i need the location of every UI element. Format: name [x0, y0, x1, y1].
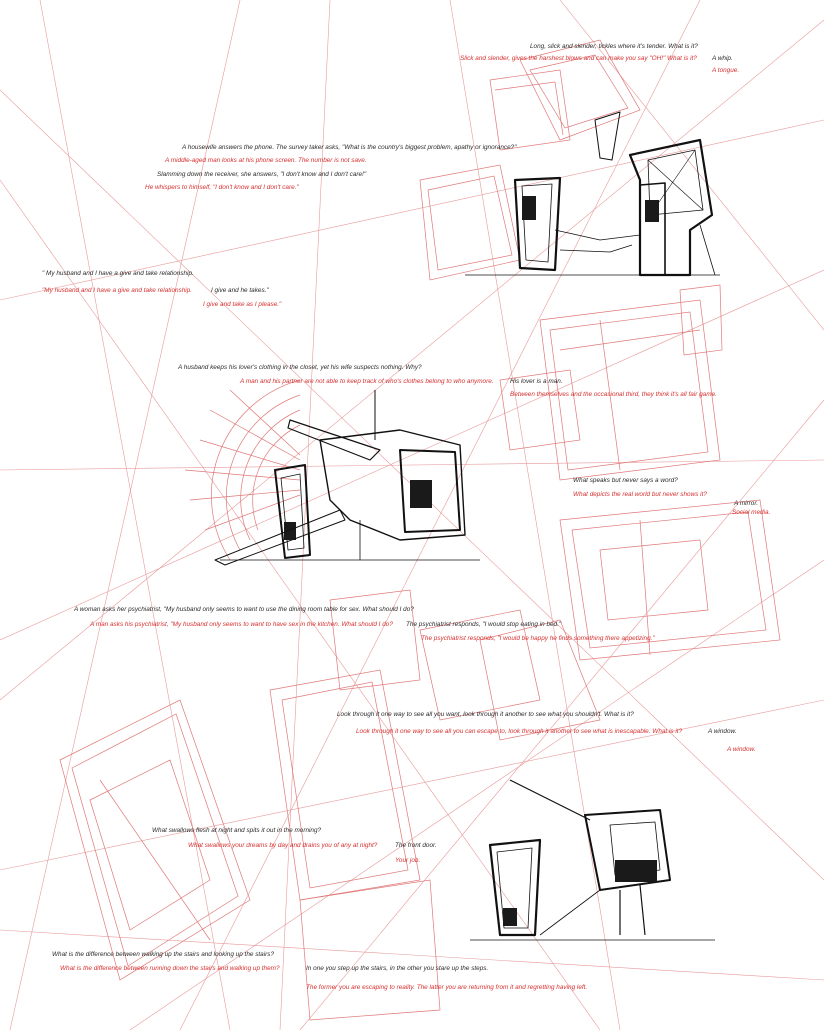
- riddle-modern-answer: I give and take as I please.": [203, 301, 282, 308]
- riddle-original-question: What speaks but never says a word?: [573, 477, 678, 484]
- riddle-original-answer: In one you step up the stairs, in the other you stare up the steps.: [306, 965, 489, 972]
- riddle-modern-question: What is the difference between running down the stairs and walking up them?: [60, 965, 280, 972]
- riddle-original-answer: The front door.: [395, 842, 437, 849]
- riddle-original-question: A woman asks her psychiatrist, "My husband only seems to want to use the dining room table for sex. What should I do?: [74, 606, 414, 613]
- riddle-original-answer: A whip.: [712, 55, 733, 62]
- building-section-2: [215, 390, 480, 565]
- riddle-original-answer: The psychiatrist responds, "I would stop eating in bed.": [406, 621, 562, 628]
- plan-fragment-right-lower: [420, 500, 780, 740]
- riddle-original-answer: A window.: [708, 728, 737, 735]
- riddle-modern-answer: A window.: [727, 746, 756, 753]
- riddle-modern-question: Slick and slender, gives the harshest blows and can make you say "OH!" What is it?: [460, 55, 697, 62]
- riddle-modern-answer: Social media.: [732, 509, 771, 516]
- riddle-original-answer: A mirror.: [734, 500, 759, 507]
- riddle-modern-answer: Your job.: [395, 857, 421, 864]
- riddle-modern-question: What swallows your dreams by day and drains you of any at night?: [188, 842, 378, 849]
- riddle-original-question: What is the difference between walking up the stairs and looking up the stairs?: [52, 951, 275, 958]
- building-section-3: [470, 780, 715, 940]
- riddle-modern-question: A man asks his psychiatrist, "My husband only seems to want to have sex in the kitchen. What should I do?: [90, 621, 393, 628]
- riddle-modern-answer: He whispers to himself, "I don't know and I don't care.": [145, 184, 299, 191]
- riddle-modern-question: What depicts the real world but never shows it?: [573, 491, 707, 498]
- riddle-modern-answer: A tongue.: [712, 67, 740, 74]
- riddle-modern-question: "My husband and I have a give and take relationship.: [42, 287, 193, 294]
- riddle-modern-question: A man and his partner are not able to keep track of who's clothes belong to who anymore.: [240, 378, 494, 385]
- riddle-original-question: What swallows flesh at night and spits it out in the morning?: [152, 827, 322, 834]
- riddle-original-question: " My husband and I have a give and take relationship.: [42, 270, 194, 277]
- building-section-1: [465, 112, 720, 275]
- riddle-original-question: Long, slick and slender, tickles where it's tender. What is it?: [530, 43, 698, 50]
- riddle-modern-answer: Between themselves and the occasional third, they think it's all fair game.: [510, 391, 717, 398]
- riddle-original-answer: His lover is a man.: [510, 378, 563, 385]
- riddle-original-question: A housewife answers the phone. The survey taker asks, "What is the country's biggest problem, apathy or ignorance?": [182, 144, 517, 151]
- riddle-modern-answer: The psychiatrist responds, "I would be happy he finds something there appetizing.": [421, 635, 655, 642]
- riddle-original-answer: Slamming down the receiver, she answers, "I don't know and I don't care!": [157, 171, 367, 178]
- riddle-original-answer: I give and he takes.": [211, 287, 269, 294]
- riddle-modern-answer: The former you are escaping to reality. The latter you are returning from it and regretting having left.: [306, 984, 588, 991]
- riddle-modern-question: Look through it one way to see all you can escape to, look through it another to see what is inescapable. What is it?: [356, 728, 683, 735]
- riddle-original-question: A husband keeps his lover's clothing in the closet, yet his wife suspects nothing. Why?: [178, 364, 422, 371]
- riddle-original-question: Look through it one way to see all you want, look through it another to see what you shouldn't. What is it?: [337, 711, 634, 718]
- plan-fragment-top: [420, 40, 640, 280]
- riddle-modern-question: A middle-aged man looks at his phone screen. The number is not save.: [165, 157, 367, 164]
